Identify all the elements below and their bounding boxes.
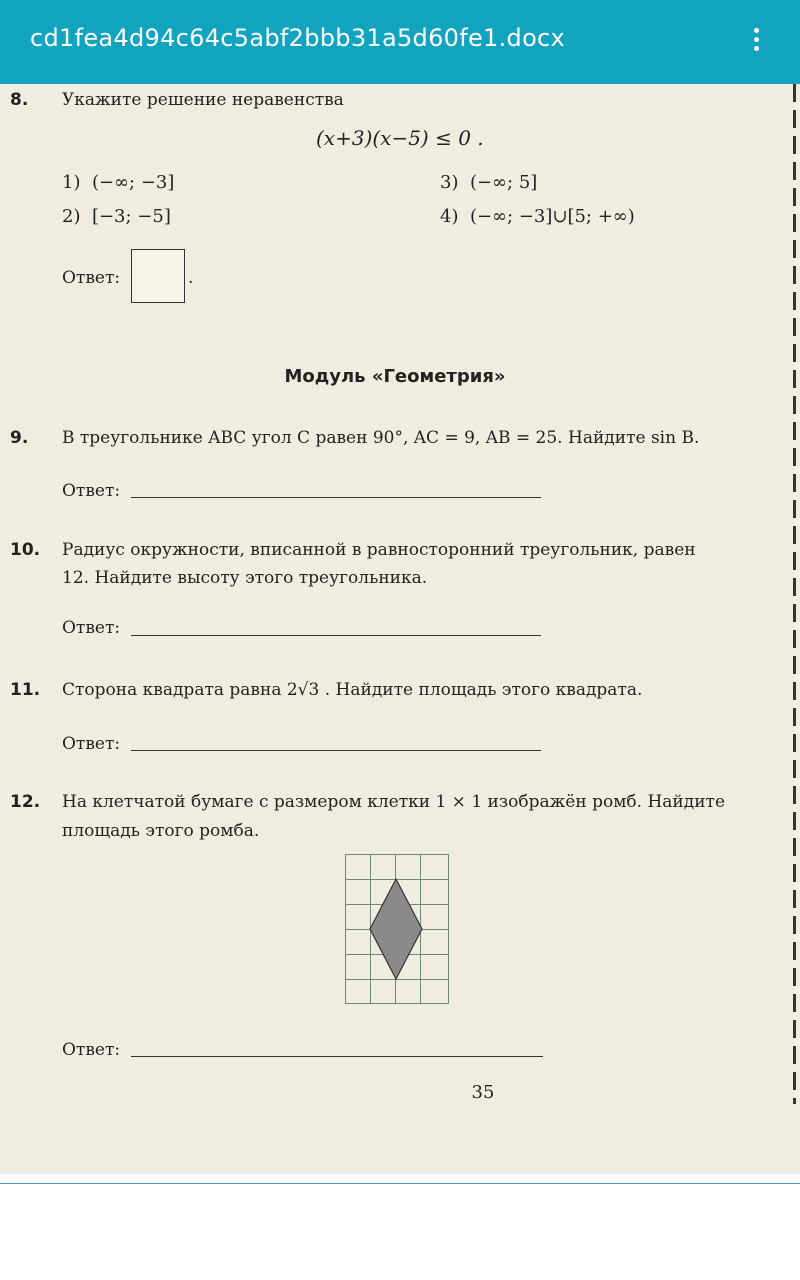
rhombus-grid-figure <box>345 854 449 1004</box>
option-value: (−∞; −3]∪[5; +∞) <box>469 206 635 227</box>
answer-line[interactable] <box>131 750 541 751</box>
answer-box[interactable] <box>131 249 185 303</box>
question-text: Сторона квадрата равна 2√3 . Найдите площадь этого квадрата. <box>62 680 643 700</box>
answer-dot: . <box>188 268 194 288</box>
option-label: 3) <box>440 172 459 193</box>
answer-label: Ответ: <box>62 268 121 288</box>
option-label: 2) <box>62 206 81 227</box>
page-border <box>793 84 796 1104</box>
question-text: Радиус окружности, вписанной в равносторонний треугольник, равен <box>62 540 696 560</box>
answer-line[interactable] <box>131 497 541 498</box>
document-page[interactable] <box>0 84 800 1174</box>
question-text: В треугольнике ABC угол C равен 90°, AC = 9, AB = 25. Найдите sin B. <box>62 428 700 448</box>
inequality: (x+3)(x−5) ≤ 0 . <box>316 126 484 150</box>
app-bar <box>0 0 800 84</box>
answer-label: Ответ: <box>62 618 121 638</box>
question-number: 12. <box>10 792 41 812</box>
option-label: 4) <box>440 206 459 227</box>
document-title: cd1fea4d94c64c5abf2bbb31a5d60fe1.docx <box>30 24 566 52</box>
question-text: На клетчатой бумаге с размером клетки 1 × 1 изображён ромб. Найдите <box>62 792 726 812</box>
answer-line[interactable] <box>131 635 541 636</box>
rhombus-shape <box>370 879 422 979</box>
answer-label: Ответ: <box>62 734 121 754</box>
option-1 <box>62 172 174 193</box>
question-text: площадь этого ромба. <box>62 821 260 841</box>
option-label: 1) <box>62 172 81 193</box>
answer-line[interactable] <box>131 1056 543 1057</box>
page-number: 35 <box>471 1082 495 1103</box>
question-text: 12. Найдите высоту этого треугольника. <box>62 568 428 588</box>
question-number: 11. <box>10 680 41 700</box>
more-options-icon[interactable] <box>746 28 766 58</box>
question-number: 10. <box>10 540 41 560</box>
section-title: Модуль «Геометрия» <box>284 366 506 387</box>
question-text: Укажите решение неравенства <box>62 90 344 110</box>
question-number: 8. <box>10 90 29 110</box>
option-value: (−∞; −3] <box>91 172 175 193</box>
option-3 <box>440 172 537 193</box>
option-value: [−3; −5] <box>91 206 171 227</box>
option-4 <box>440 206 635 227</box>
question-number: 9. <box>10 428 29 448</box>
option-2 <box>62 206 171 227</box>
option-value: (−∞; 5] <box>469 172 538 193</box>
answer-label: Ответ: <box>62 1040 121 1060</box>
viewer-divider <box>0 1183 800 1184</box>
answer-label: Ответ: <box>62 481 121 501</box>
